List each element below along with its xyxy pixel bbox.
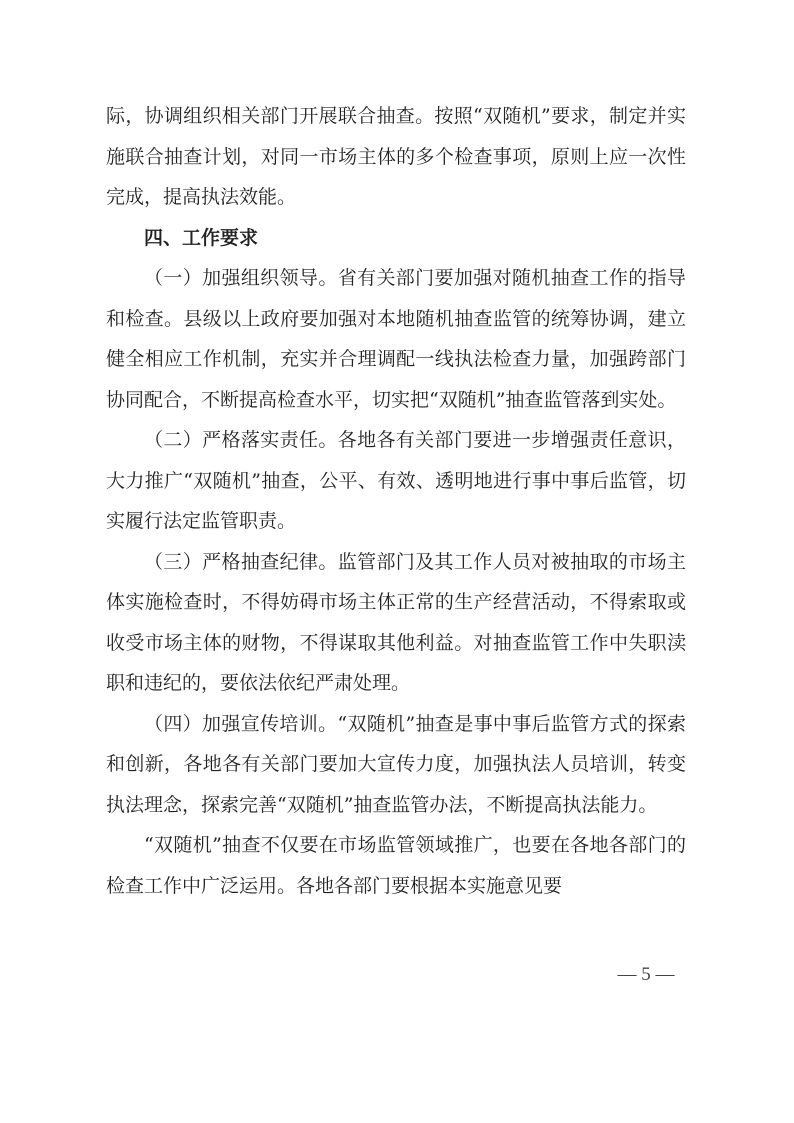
paragraph-responsibility: （二）严格落实责任。各地各有关部门要进一步增强责任意识，大力推广“双随机”抽查，公平、有效、透明地进行事中事后监管，切实履行法定监管职责。: [106, 429, 686, 532]
paragraph-discipline: （三）严格抽查纪律。监管部门及其工作人员对被抽取的市场主体实施检查时，不得妨碍市场主体正常的生产经营活动，不得索取或收受市场主体的财物，不得谋取其他利益。对抽查监管工作中失职渎职和违纪的，要依法依纪严肃处理。: [106, 550, 686, 694]
page-number: — 5 —: [617, 964, 675, 985]
paragraph-organization-leadership: （一）加强组织领导。省有关部门要加强对随机抽查工作的指导和检查。县级以上政府要加强对本地随机抽查监管的统筹协调，建立健全相应工作机制，充实并合理调配一线执法检查力量，加强跨部门协同配合，不断提高检查水平，切实把“双随机”抽查监管落到实处。: [106, 267, 686, 411]
paragraph-publicity-training: （四）加强宣传培训。“双随机”抽查是事中事后监管方式的探索和创新，各地各有关部门要加大宣传力度，加强执法人员培训，转变执法理念，探索完善“双随机”抽查监管办法，不断提高执法能力。: [106, 712, 686, 816]
section-heading: 四、工作要求: [144, 226, 259, 249]
paragraph-continued: 际，协调组织相关部门开展联合抽查。按照“双随机”要求，制定并实施联合抽查计划，对同一市场主体的多个检查事项，原则上应一次性完成，提高执法效能。: [106, 105, 686, 208]
document-body: [106, 96, 686, 906]
paragraph-closing: “双随机”抽查不仅要在市场监管领域推广，也要在各地各部门的检查工作中广泛运用。各地各部门要根据本实施意见要: [106, 834, 686, 897]
